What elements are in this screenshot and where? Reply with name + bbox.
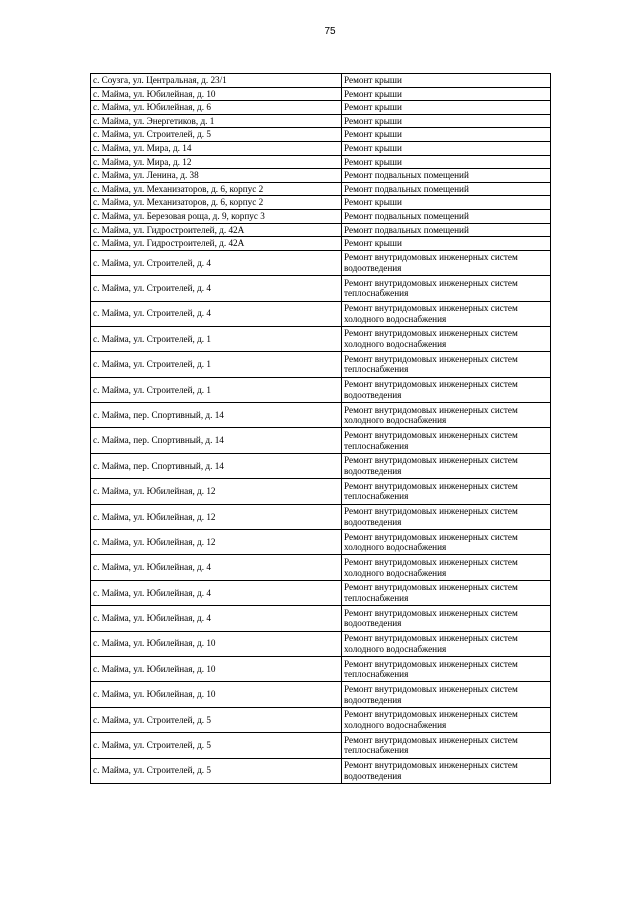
repair-works-table-body — [91, 74, 551, 784]
work-type-line: теплоснабжения — [344, 491, 409, 502]
work-type-line: теплоснабжения — [344, 288, 409, 299]
work-type-cell — [342, 182, 551, 196]
work-type-line: холодного водоснабжения — [344, 313, 447, 324]
table-row — [91, 352, 551, 377]
work-type-line: Ремонт крыши — [344, 88, 402, 99]
table-row — [91, 555, 551, 580]
work-type-line: холодного водоснабжения — [344, 567, 447, 578]
work-type-cell — [342, 453, 551, 478]
work-type-line: теплоснабжения — [344, 745, 409, 756]
table-row — [91, 250, 551, 275]
work-type-cell — [342, 87, 551, 101]
work-type-line: холодного водоснабжения — [344, 719, 447, 730]
work-type-line: Ремонт внутридомовых инженерных систем — [344, 379, 518, 390]
table-row — [91, 530, 551, 555]
work-type-cell — [342, 656, 551, 681]
address-cell: с. Майма, ул. Строителей, д. 4 — [91, 276, 342, 301]
work-type-line: Ремонт подвальных помещений — [344, 210, 469, 221]
work-type-cell — [342, 606, 551, 631]
work-type-cell — [342, 237, 551, 251]
address-cell: с. Майма, ул. Строителей, д. 1 — [91, 352, 342, 377]
work-type-cell — [342, 169, 551, 183]
page-number: 75 — [324, 26, 336, 37]
work-type-line: Ремонт внутридомовых инженерных систем — [344, 683, 518, 694]
work-type-cell — [342, 580, 551, 605]
address-cell: с. Майма, ул. Ленина, д. 38 — [91, 169, 342, 183]
address-cell: с. Майма, ул. Юбилейная, д. 6 — [91, 101, 342, 115]
work-type-line: теплоснабжения — [344, 592, 409, 603]
work-type-line: водоотведения — [344, 389, 402, 400]
work-type-cell — [342, 114, 551, 128]
table-row — [91, 223, 551, 237]
table-row — [91, 403, 551, 428]
address-cell: с. Майма, ул. Строителей, д. 5 — [91, 758, 342, 783]
work-type-line: Ремонт крыши — [344, 102, 402, 113]
table-row — [91, 237, 551, 251]
work-type-line: Ремонт подвальных помещений — [344, 224, 469, 235]
work-type-cell — [342, 377, 551, 402]
work-type-line: Ремонт внутридомовых инженерных систем — [344, 760, 518, 771]
address-cell: с. Майма, ул. Механизаторов, д. 6, корпус 2 — [91, 182, 342, 196]
work-type-line: холодного водоснабжения — [344, 415, 447, 426]
work-type-line: Ремонт внутридомовых инженерных систем — [344, 277, 518, 288]
address-cell: с. Майма, ул. Строителей, д. 1 — [91, 326, 342, 351]
table-row — [91, 141, 551, 155]
table-row — [91, 276, 551, 301]
address-cell: с. Майма, ул. Строителей, д. 1 — [91, 377, 342, 402]
work-type-cell — [342, 504, 551, 529]
work-type-line: водоотведения — [344, 262, 402, 273]
work-type-line: Ремонт внутридомовых инженерных систем — [344, 633, 518, 644]
address-cell: с. Майма, ул. Строителей, д. 5 — [91, 733, 342, 758]
work-type-line: Ремонт внутридомовых инженерных систем — [344, 480, 518, 491]
table-row — [91, 301, 551, 326]
work-type-line: Ремонт внутридомовых инженерных систем — [344, 430, 518, 441]
table-row — [91, 101, 551, 115]
table-row — [91, 758, 551, 783]
work-type-cell — [342, 326, 551, 351]
table-row — [91, 580, 551, 605]
table-row — [91, 155, 551, 169]
work-type-line: Ремонт подвальных помещений — [344, 183, 469, 194]
address-cell: с. Майма, ул. Юбилейная, д. 12 — [91, 479, 342, 504]
work-type-line: Ремонт внутридомовых инженерных систем — [344, 353, 518, 364]
work-type-cell — [342, 250, 551, 275]
work-type-line: Ремонт внутридомовых инженерных систем — [344, 252, 518, 263]
work-type-line: Ремонт крыши — [344, 129, 402, 140]
address-cell: с. Майма, ул. Юбилейная, д. 4 — [91, 606, 342, 631]
table-row — [91, 707, 551, 732]
address-cell: с. Майма, ул. Юбилейная, д. 4 — [91, 580, 342, 605]
work-type-line: водоотведения — [344, 618, 402, 629]
work-type-line: Ремонт внутридомовых инженерных систем — [344, 582, 518, 593]
repair-works-table — [90, 73, 551, 784]
table-row — [91, 209, 551, 223]
address-cell: с. Майма, пер. Спортивный, д. 14 — [91, 428, 342, 453]
work-type-cell — [342, 758, 551, 783]
work-type-line: Ремонт внутридомовых инженерных систем — [344, 557, 518, 567]
work-type-cell — [342, 530, 551, 555]
address-cell: с. Майма, ул. Мира, д. 14 — [91, 141, 342, 155]
address-cell: с. Майма, ул. Гидростроителей, д. 42А — [91, 223, 342, 237]
work-type-cell — [342, 128, 551, 142]
address-cell: с. Майма, ул. Юбилейная, д. 10 — [91, 682, 342, 707]
work-type-line: холодного водоснабжения — [344, 542, 447, 553]
work-type-line: холодного водоснабжения — [344, 339, 447, 350]
work-type-line: Ремонт внутридомовых инженерных систем — [344, 607, 518, 618]
work-type-line: холодного водоснабжения — [344, 643, 447, 654]
work-type-cell — [342, 403, 551, 428]
work-type-line: Ремонт крыши — [344, 238, 402, 249]
address-cell: с. Майма, ул. Юбилейная, д. 10 — [91, 631, 342, 656]
work-type-cell — [342, 101, 551, 115]
work-type-cell — [342, 707, 551, 732]
work-type-line: Ремонт внутридомовых инженерных систем — [344, 734, 518, 745]
table-row — [91, 196, 551, 210]
table-row — [91, 428, 551, 453]
table-row — [91, 182, 551, 196]
work-type-line: Ремонт крыши — [344, 156, 402, 167]
work-type-line: водоотведения — [344, 770, 402, 781]
table-row — [91, 656, 551, 681]
work-type-line: теплоснабжения — [344, 440, 409, 451]
address-cell: с. Соузга, ул. Центральная, д. 23/1 — [91, 74, 342, 88]
table-row — [91, 479, 551, 504]
address-cell: с. Майма, ул. Строителей, д. 4 — [91, 250, 342, 275]
address-cell: с. Майма, ул. Юбилейная, д. 10 — [91, 656, 342, 681]
address-cell: с. Майма, ул. Юбилейная, д. 12 — [91, 530, 342, 555]
address-cell: с. Майма, ул. Юбилейная, д. 10 — [91, 87, 342, 101]
work-type-line: водоотведения — [344, 516, 402, 527]
address-cell: с. Майма, ул. Строителей, д. 5 — [91, 128, 342, 142]
work-type-cell — [342, 555, 551, 580]
work-type-cell — [342, 141, 551, 155]
work-type-line: Ремонт внутридомовых инженерных систем — [344, 658, 518, 669]
table-row — [91, 114, 551, 128]
table-row — [91, 128, 551, 142]
work-type-cell — [342, 74, 551, 88]
address-cell: с. Майма, ул. Березовая роща, д. 9, корпус 3 — [91, 209, 342, 223]
address-cell: с. Майма, ул. Гидростроителей, д. 42А — [91, 237, 342, 251]
address-cell: с. Майма, ул. Юбилейная, д. 4 — [91, 555, 342, 580]
work-type-cell — [342, 428, 551, 453]
work-type-cell — [342, 209, 551, 223]
work-type-line: Ремонт внутридомовых инженерных систем — [344, 506, 518, 517]
work-type-cell — [342, 733, 551, 758]
work-type-line: Ремонт подвальных помещений — [344, 170, 469, 181]
work-type-line: Ремонт внутридомовых инженерных систем — [344, 303, 518, 314]
table-row — [91, 682, 551, 707]
work-type-cell — [342, 479, 551, 504]
work-type-line: теплоснабжения — [344, 364, 409, 375]
table-row — [91, 606, 551, 631]
work-type-line: Ремонт крыши — [344, 115, 402, 126]
address-cell: с. Майма, ул. Юбилейная, д. 12 — [91, 504, 342, 529]
address-cell: с. Майма, пер. Спортивный, д. 14 — [91, 453, 342, 478]
work-type-line: теплоснабжения — [344, 669, 409, 680]
address-cell: с. Майма, ул. Строителей, д. 4 — [91, 301, 342, 326]
table-row — [91, 74, 551, 88]
address-cell: с. Майма, ул. Энергетиков, д. 1 — [91, 114, 342, 128]
work-type-line: Ремонт внутридомовых инженерных систем — [344, 328, 518, 339]
work-type-line: Ремонт внутридомовых инженерных систем — [344, 531, 518, 542]
table-row — [91, 453, 551, 478]
address-cell: с. Майма, пер. Спортивный, д. 14 — [91, 403, 342, 428]
work-type-cell — [342, 352, 551, 377]
table-row — [91, 631, 551, 656]
work-type-cell — [342, 223, 551, 237]
address-cell: с. Майма, ул. Мира, д. 12 — [91, 155, 342, 169]
work-type-line: Ремонт внутридомовых инженерных систем — [344, 709, 518, 720]
work-type-cell — [342, 196, 551, 210]
work-type-line: Ремонт крыши — [344, 197, 402, 208]
work-type-line: Ремонт крыши — [344, 142, 402, 153]
work-type-line: Ремонт внутридомовых инженерных систем — [344, 455, 518, 466]
table-row — [91, 504, 551, 529]
work-type-line: водоотведения — [344, 694, 402, 705]
table-row — [91, 87, 551, 101]
work-type-cell — [342, 682, 551, 707]
work-type-cell — [342, 631, 551, 656]
table-row — [91, 377, 551, 402]
work-type-cell — [342, 155, 551, 169]
table-row — [91, 169, 551, 183]
work-type-line: Ремонт крыши — [344, 75, 402, 85]
address-cell: с. Майма, ул. Строителей, д. 5 — [91, 707, 342, 732]
work-type-cell — [342, 276, 551, 301]
table-row — [91, 733, 551, 758]
address-cell: с. Майма, ул. Механизаторов, д. 6, корпус 2 — [91, 196, 342, 210]
work-type-line: водоотведения — [344, 466, 402, 477]
work-type-line: Ремонт внутридомовых инженерных систем — [344, 404, 518, 415]
work-type-cell — [342, 301, 551, 326]
table-row — [91, 326, 551, 351]
